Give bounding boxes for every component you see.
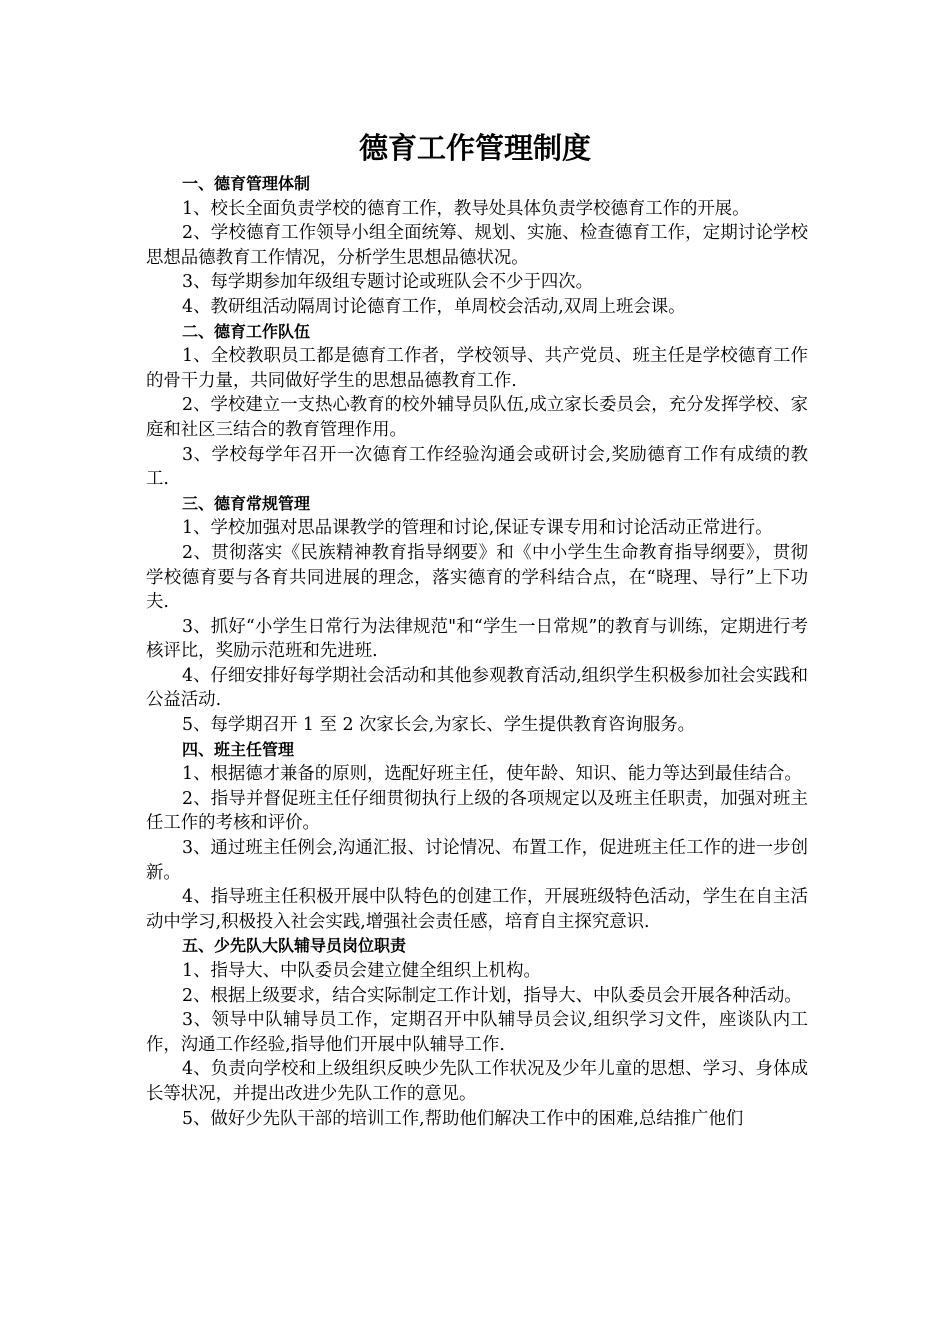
paragraph: 4、指导班主任积极开展中队特色的创建工作，开展班级特色活动，学生在自主活动中学习,积极投入社会实践,增强社会责任感，培育自主探究意识. <box>146 887 808 932</box>
paragraph: 2、指导并督促班主任仔细贯彻执行上级的各项规定以及班主任职责，加强对班主任工作的考核和评价。 <box>146 788 808 834</box>
section-heading: 五、少先队大队辅导员岗位职责 <box>182 936 407 956</box>
section-heading: 二、德育工作队伍 <box>182 321 311 341</box>
document-body <box>146 172 808 1131</box>
paragraph: 1、全校教职员工都是德育工作者，学校领导、共产党员、班主任是学校德育工作的骨干力量，共同做好学生的思想品德教育工作. <box>146 346 808 391</box>
paragraph: 2、学校德育工作领导小组全面统筹、规划、实施、检查德育工作，定期讨论学校思想品德教育工作情况，分析学生思想品德状况。 <box>146 223 808 268</box>
paragraph: 1、指导大、中队委员会建立健全组织上机构。 <box>182 961 541 981</box>
paragraph: 2、贯彻落实《民族精神教育指导纲要》和《中小学生生命教育指导纲要》，贯彻学校德育要与各育共同进展的理念，落实德育的学科结合点，在“晓理、导行”上下功夫. <box>146 542 808 613</box>
paragraph: 3、领导中队辅导员工作，定期召开中队辅导员会议,组织学习文件，座谈队内工作，沟通工作经验,指导他们开展中队辅导工作. <box>146 1010 808 1055</box>
document-title: 德育工作管理制度 <box>358 131 591 165</box>
paragraph: 2、学校建立一支热心教育的校外辅导员队伍,成立家长委员会，充分发挥学校、家庭和社区三结合的教育管理作用。 <box>146 395 808 440</box>
paragraph: 5、做好少先队干部的培训工作,帮助他们解决工作中的困难,总结推广他们 <box>182 1108 744 1129</box>
paragraph: 1、根据德才兼备的原则，选配好班主任，使年龄、知识、能力等达到最佳结合。 <box>182 764 802 785</box>
paragraph: 3、通过班主任例会,沟通汇报、讨论情况、布置工作，促进班主任工作的进一步创新。 <box>146 838 808 883</box>
paragraph: 4、仔细安排好每学期社会活动和其他参观教育活动,组织学生积极参加社会实践和公益活动. <box>146 665 808 711</box>
section-heading: 三、德育常规管理 <box>182 493 311 513</box>
paragraph: 4、教研组活动隔周讨论德育工作，单周校会活动,双周上班会课。 <box>182 296 686 317</box>
section-heading: 四、班主任管理 <box>182 739 295 759</box>
paragraph: 4、负责向学校和上级组织反映少先队工作状况及少年儿童的思想、学习、身体成长等状况，并提出改进少先队工作的意见。 <box>146 1059 808 1104</box>
paragraph: 1、学校加强对思品课教学的管理和讨论,保证专课专用和讨论活动正常进行。 <box>182 518 773 539</box>
paragraph: 2、根据上级要求，结合实际制定工作计划，指导大、中队委员会开展各种活动。 <box>182 985 802 1006</box>
paragraph: 3、学校每学年召开一次德育工作经验沟通会或研讨会,奖励德育工作有成绩的教工. <box>146 444 808 490</box>
paragraph: 3、抓好“小学生日常行为法律规范"和“学生一日常规”的教育与训练，定期进行考核评比，奖励示范班和先进班. <box>146 616 808 662</box>
paragraph: 5、每学期召开 1 至 2 次家长会,为家长、学生提供教育咨询服务。 <box>182 715 695 736</box>
paragraph: 1、校长全面负责学校的德育工作，教导处具体负责学校德育工作的开展。 <box>182 198 750 219</box>
paragraph: 3、每学期参加年级组专题讨论或班队会不少于四次。 <box>182 272 594 293</box>
section-heading: 一、德育管理体制 <box>182 174 311 193</box>
